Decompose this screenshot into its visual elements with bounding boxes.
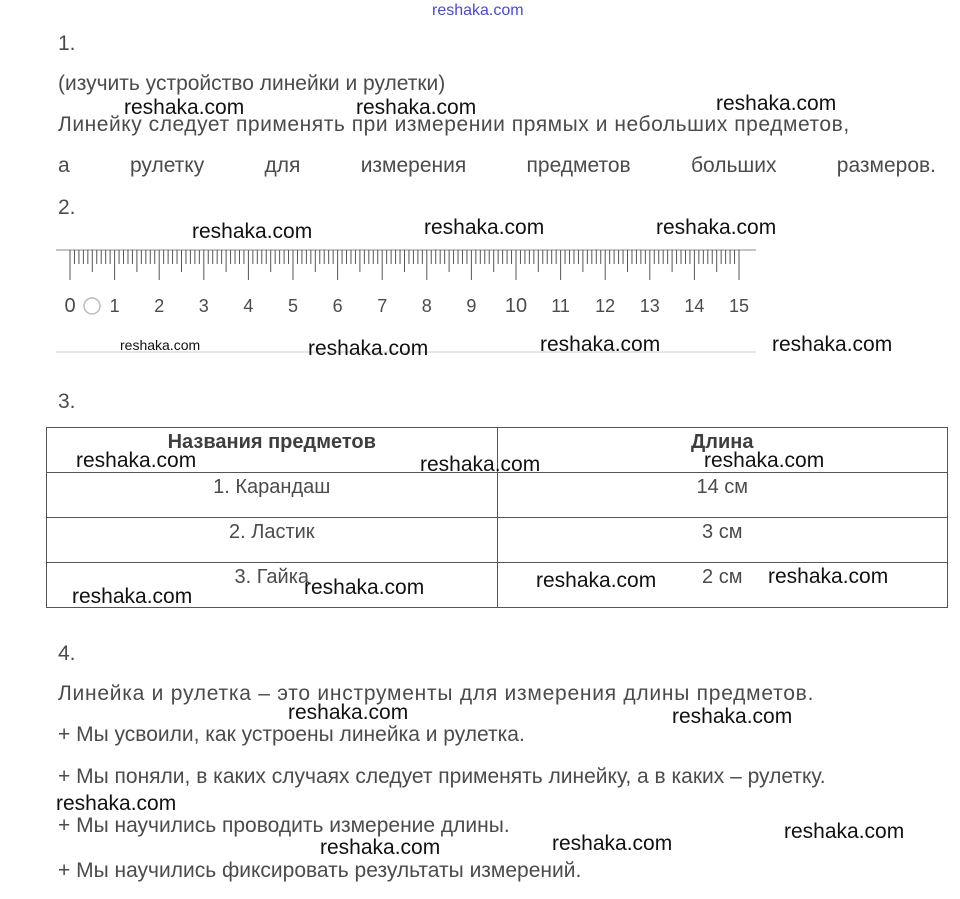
conclusion-item: + Мы усвоили, как устроены линейка и рулетка. (58, 723, 525, 746)
watermark: reshaka.com (772, 333, 893, 356)
ruler-label: 13 (639, 296, 660, 316)
watermark: reshaka.com (424, 216, 545, 239)
cell-name: 1. Карандаш (47, 473, 498, 518)
watermark: reshaka.com (716, 92, 837, 115)
watermark: reshaka.com (76, 449, 197, 472)
watermark: reshaka.com (124, 96, 245, 119)
word: предметов (526, 154, 631, 177)
section-4-line-1: Линейка и рулетка – это инструменты для измерения длины предметов. (58, 682, 815, 705)
ruler-label: 3 (198, 296, 209, 316)
watermark: reshaka.com (356, 96, 477, 119)
watermark: reshaka.com (768, 565, 889, 588)
watermark: reshaka.com (192, 220, 313, 243)
watermark: reshaka.com (536, 569, 657, 592)
watermark: reshaka.com (672, 705, 793, 728)
conclusion-item: + Мы поняли, в каких случаях следует применять линейку, а в каких – рулетку. (58, 765, 826, 788)
cell-length: 3 см (497, 518, 948, 563)
ruler-label: 0 (64, 295, 76, 317)
section-2-number: 2. (58, 196, 76, 219)
ruler-label: 12 (595, 296, 616, 316)
word: измерения (360, 154, 467, 177)
section-1-subtitle: (изучить устройство линейки и рулетки) (58, 72, 446, 95)
table-row (47, 518, 948, 563)
ruler-hole (84, 298, 100, 314)
word: для (264, 154, 301, 177)
conclusion-item: + Мы научились фиксировать результаты измерений. (58, 859, 582, 882)
ruler-label: 6 (332, 296, 343, 316)
ruler-label: 10 (504, 295, 528, 317)
section-3-number: 3. (58, 390, 76, 413)
ruler-label: 8 (421, 296, 432, 316)
watermark: reshaka.com (288, 701, 409, 724)
table-row (47, 473, 948, 518)
word: рулетку (129, 154, 205, 177)
watermark: reshaka.com (72, 585, 193, 608)
section-4-number: 4. (58, 642, 76, 665)
cell-length: 2 см (497, 563, 948, 608)
ruler-label: 14 (684, 296, 705, 316)
column-header-length: Длина (497, 428, 948, 473)
section-1-line-1: Линейку следует применять при измерении прямых и небольших предметов, (58, 113, 850, 136)
watermark: reshaka.com (320, 836, 441, 859)
section-1-number: 1. (58, 32, 76, 55)
watermark: reshaka.com (420, 453, 541, 476)
ruler-label: 2 (154, 296, 165, 316)
conclusion-item: + Мы научились проводить измерение длины. (58, 814, 510, 837)
watermark: reshaka.com (552, 832, 673, 855)
ruler-label: 9 (466, 296, 477, 316)
ruler-label: 11 (551, 296, 570, 316)
ruler-label: 15 (728, 296, 750, 316)
watermark: reshaka.com (308, 337, 429, 360)
cell-name: 2. Ластик (47, 518, 498, 563)
watermark: reshaka.com (704, 449, 825, 472)
ruler-label: 1 (109, 296, 120, 316)
watermark: reshaka.com (120, 337, 201, 353)
site-link[interactable]: reshaka.com (432, 2, 524, 19)
watermark: reshaka.com (304, 576, 425, 599)
ruler-label: 7 (377, 296, 388, 316)
word: а (58, 154, 70, 177)
watermark: reshaka.com (540, 333, 661, 356)
watermark: reshaka.com (784, 820, 905, 843)
watermark: reshaka.com (656, 216, 777, 239)
cell-name: 3. Гайка (47, 563, 498, 608)
cell-length: 14 см (497, 473, 948, 518)
word: больших (690, 154, 777, 177)
section-1-line-2 (58, 154, 936, 178)
ruler-label: 5 (287, 296, 299, 316)
word: размеров. (836, 154, 936, 177)
column-header-name: Названия предметов (47, 428, 498, 473)
watermark: reshaka.com (56, 792, 177, 815)
ruler-label: 4 (243, 296, 254, 316)
